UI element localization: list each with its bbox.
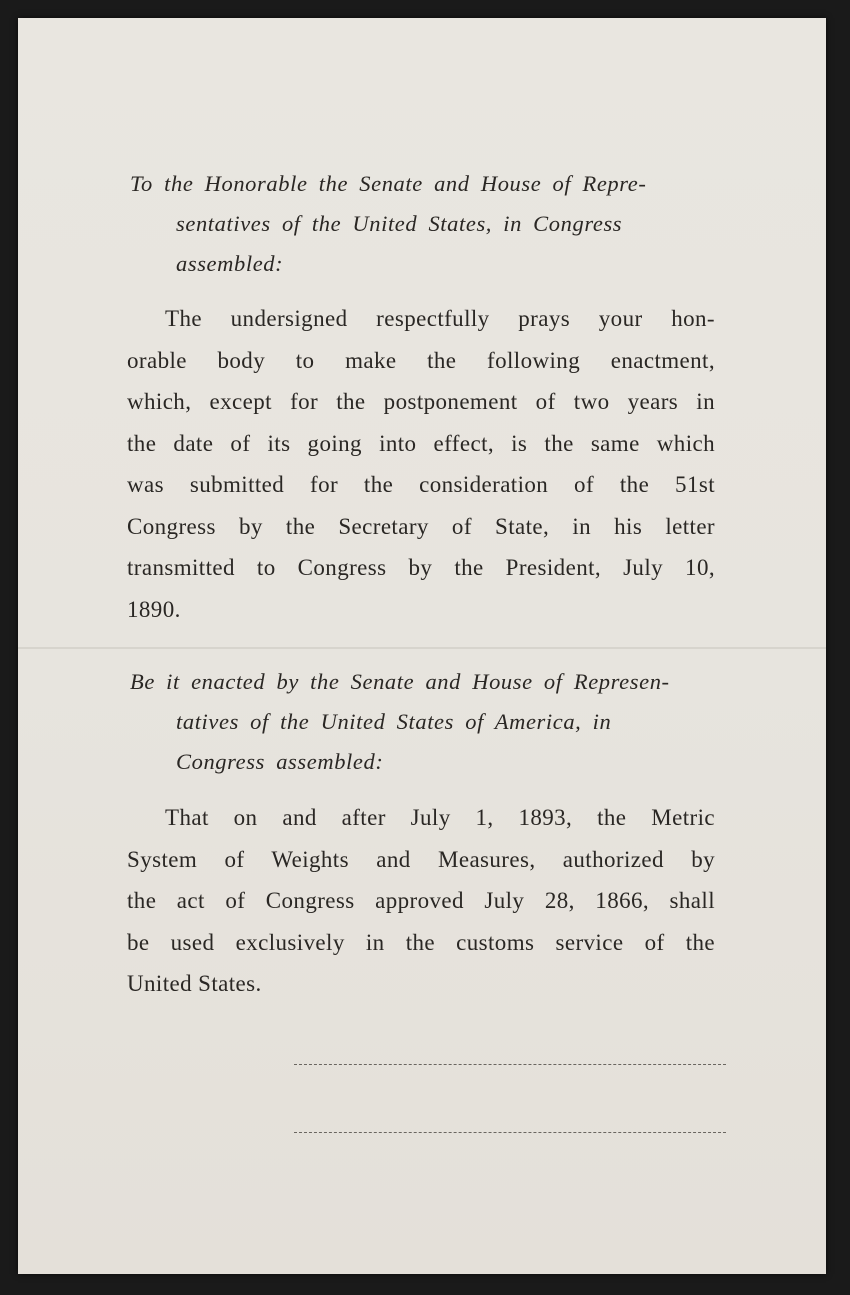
enactment-line-3: the act of Congress approved July 28, 1866, shall xyxy=(127,888,715,913)
prayer-line-2: orable body to make the following enactment, xyxy=(127,347,715,373)
prayer-line-8: 1890. xyxy=(127,596,181,622)
prayer-line-4: the date of its going into effect, is the same which xyxy=(127,430,715,456)
prayer-paragraph xyxy=(127,298,715,630)
address-line-1: To the Honorable the Senate and House of Repre- xyxy=(130,171,647,196)
enacting-clause xyxy=(130,662,715,782)
address-line-3: assembled: xyxy=(176,251,284,276)
prayer-line-3: which, except for the postponement of two years in xyxy=(127,389,715,414)
address-heading xyxy=(130,164,715,284)
enacting-line-3: Congress assembled: xyxy=(176,749,384,774)
enactment-line-5: United States. xyxy=(127,971,262,996)
prayer-line-5: was submitted for the consideration of the 51st xyxy=(127,472,715,497)
enactment-line-4: be used exclusively in the customs service of the xyxy=(127,929,715,955)
address-line-2: sentatives of the United States, in Congress xyxy=(176,211,623,236)
address-line[interactable] xyxy=(294,1132,726,1133)
enactment-paragraph xyxy=(127,797,715,1005)
enacting-line-2: tatives of the United States of America, in xyxy=(176,709,612,734)
prayer-line-6: Congress by the Secretary of State, in his letter xyxy=(127,513,715,539)
prayer-line-1: The undersigned respectfully prays your hon- xyxy=(165,306,715,331)
signature-line[interactable] xyxy=(294,1064,726,1065)
prayer-line-7: transmitted to Congress by the President, July 10, xyxy=(127,555,715,580)
enactment-line-1: That on and after July 1, 1893, the Metric xyxy=(165,805,715,830)
paper-fold xyxy=(18,647,826,649)
enacting-line-1: Be it enacted by the Senate and House of Represen- xyxy=(130,669,670,694)
enactment-line-2: System of Weights and Measures, authorized by xyxy=(127,846,715,872)
